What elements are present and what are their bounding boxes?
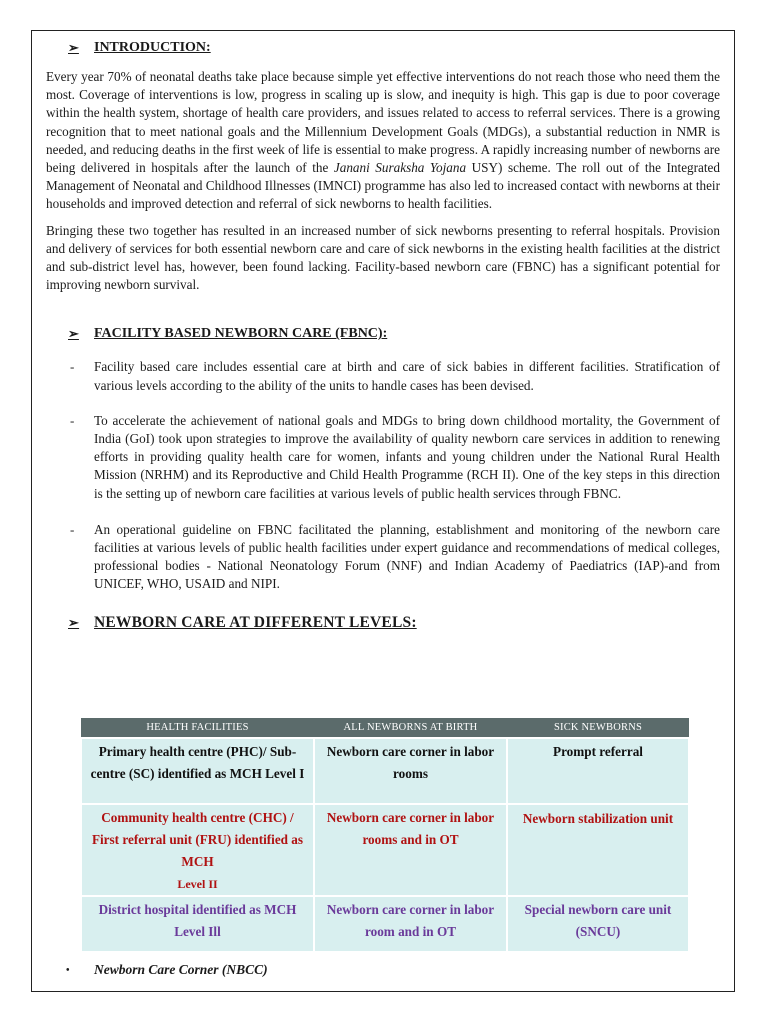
intro-paragraph-1: Every year 70% of neonatal deaths take place because simple yet effective interventions do not reach those who need them the most. Coverage of interventions is low, progress in scaling up is slow, and inequity is high. This gap is due to poor coverage within the health system, shortage of health care providers, and issues related to access to referral services. There is a growing recognition that to meet national goals and the Millennium Development Goals (MDGs), a substantial reduction in NMR is needed, and reducing deaths in the first week of life is essential to make progress. A rapidly increasing number of newborns are being delivered in hospitals after the launch of the Janani Suraksha Yojana USY) scheme. The roll out of the Integrated Management of Neonatal and Childhood Illnesses (IMNCI) programme has also led to increased contact with newborns at their households and improved detection and referral of sick newborns to health facilities. bbox=[46, 69, 720, 212]
introduction-heading-text: INTRODUCTION: bbox=[94, 40, 211, 55]
intro-paragraph-2: Bringing these two together has resulted in an increased number of sick newborns presenting to referral hospitals. Provision and delivery of services for both essential newborn care and care of sick newborns in the existing health facilities at the district and sub-district level has, however, been found lacking. Facility-based newborn care (FBNC) has a significant potential for improving newborn survival. bbox=[46, 222, 720, 293]
fbnc-heading-text: FACILITY BASED NEWBORN CARE (FBNC): bbox=[94, 326, 388, 342]
nbcc-bullet bbox=[66, 962, 268, 978]
all-newborns-cell: Newborn care corner in labor rooms bbox=[314, 738, 507, 804]
levels-heading-text: NEWBORN CARE AT DIFFERENT LEVELS: bbox=[94, 613, 417, 631]
fbnc-bullet-1: - Facility based care includes essential care at birth and care of sick babies in different facilities. Stratification of various levels according to the ability of the units to handle cases has been devised. bbox=[46, 358, 720, 394]
sick-newborns-cell: Prompt referral bbox=[507, 738, 689, 804]
fbnc-heading bbox=[46, 326, 720, 342]
dash-bullet-icon: - bbox=[70, 412, 75, 428]
dash-bullet-icon: - bbox=[70, 359, 75, 375]
levels-heading bbox=[46, 614, 720, 632]
arrow-bullet-icon: ➢ bbox=[68, 40, 79, 55]
all-newborns-cell: Newborn care corner in labor room and in OT bbox=[314, 896, 507, 952]
table-header-row bbox=[81, 718, 689, 738]
arrow-bullet-icon: ➢ bbox=[68, 326, 79, 342]
fbnc-bullet-2: - To accelerate the achievement of national goals and MDGs to bring down childhood mortality, the Government of India (GoI) took upon strategies to improve the availability of quality newborn care services in addition to renewing efforts in providing quality health care for women, infants and young children under the National Rural Health Mission (NRHM) and its Reproductive and Child Health Programme (RCH II). One of the key steps in this direction is the setting up of newborn care facilities at various levels of public health services through FBNC. bbox=[46, 412, 720, 503]
table-row bbox=[81, 804, 689, 896]
column-header-all-newborns: ALL NEWBORNS AT BIRTH bbox=[314, 718, 507, 738]
facility-cell: District hospital identified as MCH Level Ill bbox=[81, 896, 314, 952]
all-newborns-cell: Newborn care corner in labor rooms and in OT bbox=[314, 804, 507, 896]
facility-cell: Primary health centre (PHC)/ Sub-centre (SC) identified as MCH Level I bbox=[81, 738, 314, 804]
column-header-health-facilities: HEALTH FACILITIES bbox=[81, 718, 314, 738]
column-header-sick-newborns: SICK NEWBORNS bbox=[507, 718, 689, 738]
sick-newborns-cell: Special newborn care unit (SNCU) bbox=[507, 896, 689, 952]
arrow-bullet-icon: ➢ bbox=[68, 614, 80, 630]
newborn-care-levels-table bbox=[80, 718, 690, 953]
fbnc-bullet-3: - An operational guideline on FBNC facilitated the planning, establishment and monitoring of the newborn care facilities at various levels of public health facilities under expert guidance and recommendations of medical colleges, professional bodies - National Neonatology Forum (NNF) and Indian Academy of Paediatrics (IAP)-and from UNICEF, WHO, USAID and NIPI. bbox=[46, 521, 720, 594]
scheme-name: Janani Suraksha Yojana bbox=[333, 160, 467, 176]
table-row bbox=[81, 738, 689, 804]
dash-bullet-icon: - bbox=[70, 521, 75, 537]
document-body bbox=[46, 40, 720, 632]
facility-cell: Community health centre (CHC) / First referral unit (FRU) identified as MCH Level II bbox=[81, 804, 314, 896]
nbcc-label: Newborn Care Corner (NBCC) bbox=[94, 962, 268, 977]
table-row bbox=[81, 896, 689, 952]
introduction-heading bbox=[46, 40, 720, 56]
sick-newborns-cell: Newborn stabilization unit bbox=[507, 804, 689, 896]
round-bullet-icon: • bbox=[66, 964, 70, 976]
